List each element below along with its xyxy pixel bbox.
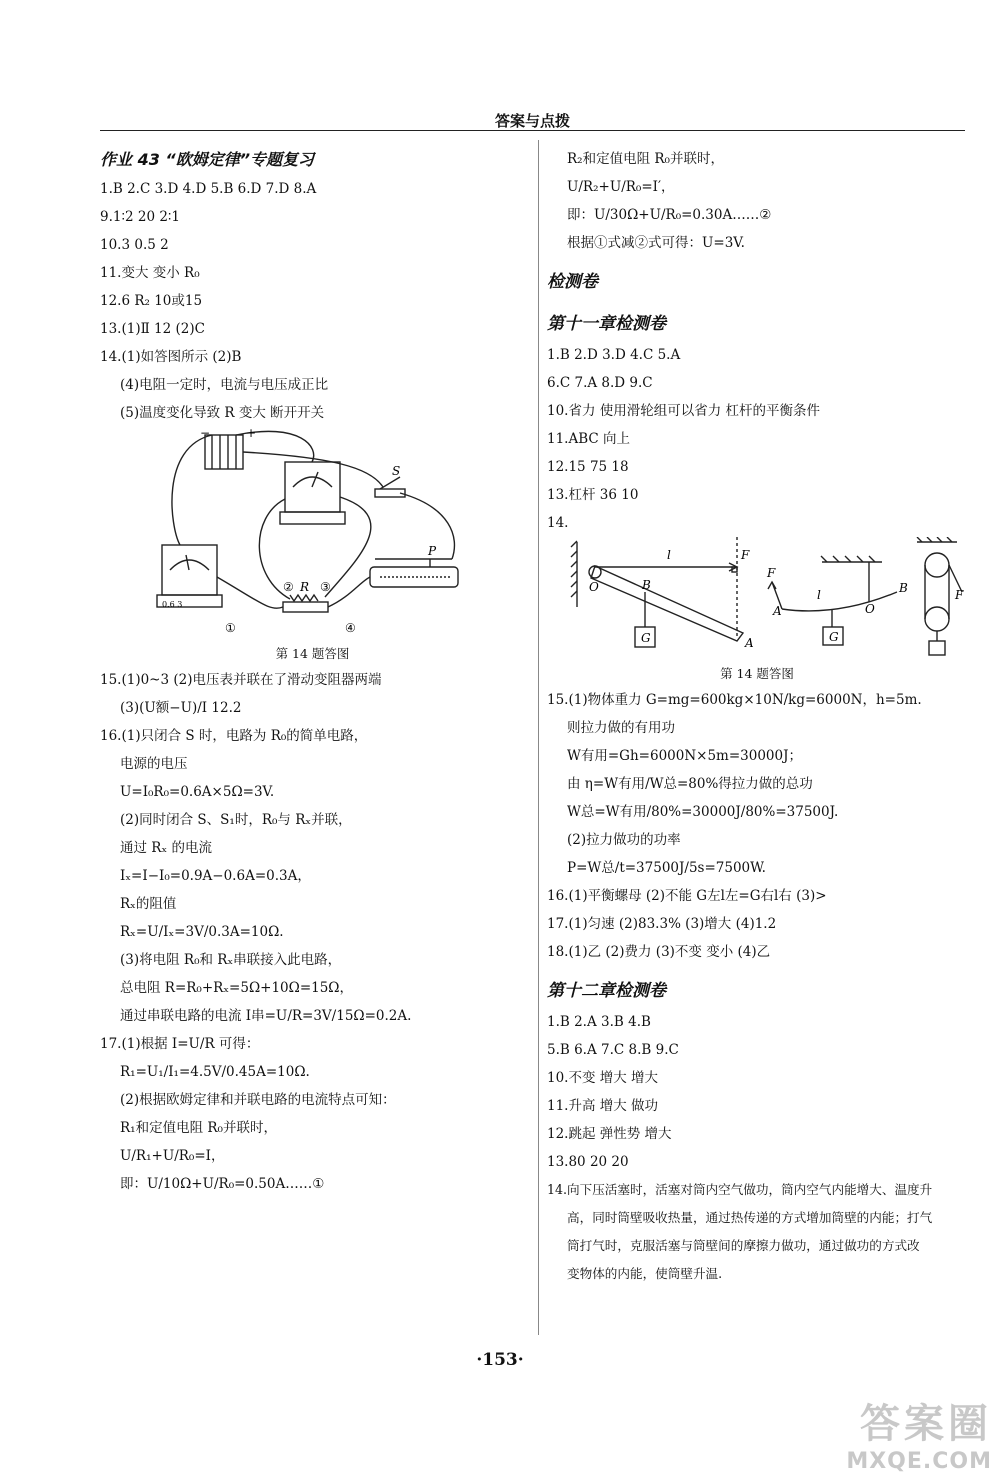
answer-line: 17.(1)匀速 (2)83.3% (3)增大 (4)1.2 — [547, 916, 777, 932]
answer-line: Iₓ=I−I₀=0.9A−0.6A=0.3A， — [120, 868, 311, 884]
answer-line: 1.B 2.D 3.D 4.C 5.A — [547, 347, 681, 363]
answer-line: 13.(1)Ⅱ 12 (2)C — [100, 321, 205, 337]
lever-pulley-figure — [547, 537, 967, 662]
terminal-2-label: ② — [283, 580, 294, 594]
left-column — [100, 145, 525, 1198]
answer-line: 即：U/30Ω+U/R₀=0.30A……② — [567, 207, 772, 223]
answer-line: 12.跳起 弹性势 增大 — [547, 1126, 672, 1142]
answer-line: (5)温度变化导致 R 变大 断开开关 — [120, 405, 325, 421]
watermark-line-1: 答案圈 — [860, 1401, 992, 1447]
answer-line: 15.(1)0~3 (2)电压表并联在了滑动变阻器两端 — [100, 672, 382, 688]
ammeter-range-label: 0.6 3 — [162, 600, 183, 609]
answer-line: 12.6 R₂ 10或15 — [100, 293, 203, 309]
answer-line: 18.(1)乙 (2)费力 (3)不变 变小 (4)乙 — [547, 944, 771, 960]
point-a-label: A — [745, 636, 754, 650]
answer-line: 筒打气时，克服活塞与筒壁间的摩擦力做功，通过做功的方式改 — [567, 1238, 920, 1253]
answer-line: 14.(1)如答图所示 (2)B — [100, 349, 242, 365]
answer-line: 则拉力做的有用功 — [567, 720, 675, 736]
page-number: ·153· — [476, 1350, 524, 1370]
answer-line: U=I₀R₀=0.6A×5Ω=3V. — [120, 784, 275, 800]
answer-line: 即：U/10Ω+U/R₀=0.50A……① — [120, 1176, 325, 1192]
slider-label: P — [428, 544, 437, 558]
answer-line: (2)同时闭合 S、S₁时，R₀与 Rₓ并联， — [120, 812, 352, 828]
terminal-1-label: ① — [225, 621, 236, 635]
figure-caption: 第 14 题答图 — [720, 666, 794, 681]
answer-line: Rₓ=U/Iₓ=3V/0.3A=10Ω. — [120, 924, 284, 940]
answer-line: 15.(1)物体重力 G=mg=600kg×10N/kg=6000N，h=5m. — [547, 692, 922, 708]
answer-line: W有用=Gh=6000N×5m=30000J； — [567, 748, 803, 764]
answer-line: 高，同时筒壁吸收热量，通过热传递的方式增加筒壁的内能；打气 — [567, 1210, 933, 1225]
answer-line: 11.ABC 向上 — [547, 431, 631, 447]
answer-line: (3)将电阻 R₀和 Rₓ串联接入此电路， — [120, 952, 342, 968]
answer-line: P=W总/t=37500J/5s=7500W. — [567, 860, 766, 876]
answer-line: 16.(1)只闭合 S 时，电路为 R₀的简单电路， — [100, 728, 368, 744]
answer-line: 10.3 0.5 2 — [100, 237, 169, 253]
answer-line: (2)根据欧姆定律和并联电路的电流特点可知： — [120, 1092, 396, 1108]
answer-line: 12.15 75 18 — [547, 459, 629, 475]
answer-line: 16.(1)平衡螺母 (2)不能 G左l左=G右l右 (3)> — [547, 888, 827, 904]
answer-line: 1.B 2.C 3.D 4.D 5.B 6.D 7.D 8.A — [100, 181, 317, 197]
terminal-4-label: ④ — [345, 621, 356, 635]
answer-line: 11.升高 增大 做功 — [547, 1098, 659, 1114]
answer-line: 电源的电压 — [120, 756, 188, 772]
answer-line: 变物体的内能，使筒壁升温. — [567, 1266, 723, 1281]
force-label: F — [741, 548, 750, 562]
chapter-heading: 第十二章检测卷 — [547, 981, 666, 1001]
force-label: F — [767, 566, 776, 580]
answer-line: R₁和定值电阻 R₀并联时， — [120, 1120, 277, 1136]
point-a-label: A — [773, 604, 782, 618]
arm-label: l — [667, 548, 671, 562]
answer-line: 9.1∶2 20 2∶1 — [100, 209, 181, 225]
switch-label: S — [392, 464, 401, 478]
answer-line: 14. — [547, 515, 569, 531]
answer-line: 根据①式减②式可得：U=3V. — [567, 235, 745, 251]
point-b-label: B — [642, 578, 651, 592]
resistor-label: R — [300, 580, 310, 594]
pivot-label: O — [865, 602, 875, 616]
answer-line: 17.(1)根据 I=U/R 可得： — [100, 1036, 260, 1052]
answer-line: (3)(U额−U)/I 12.2 — [120, 700, 242, 716]
answer-line: R₂和定值电阻 R₀并联时， — [567, 151, 724, 167]
figure-caption: 第 14 题答图 — [275, 646, 350, 661]
header-rule — [100, 130, 965, 131]
answer-line: Rₓ的阻值 — [120, 896, 177, 912]
section-heading: 检测卷 — [547, 272, 598, 292]
pivot-label: O — [589, 580, 599, 594]
answer-line: 14.向下压活塞时，活塞对筒内空气做功，筒内空气内能增大、温度升 — [547, 1182, 933, 1197]
answer-line: 1.B 2.A 3.B 4.B — [547, 1014, 651, 1030]
column-divider — [538, 140, 539, 1335]
answer-line: U/R₁+U/R₀=I， — [120, 1148, 225, 1164]
answer-line: 11.变大 变小 R₀ — [100, 265, 200, 281]
plus-label: + — [246, 427, 257, 440]
answer-line: 13.80 20 20 — [547, 1154, 629, 1170]
answer-line: 通过 Rₓ 的电流 — [120, 840, 212, 856]
page-header: 答案与点拨 — [494, 112, 570, 130]
answer-line: 总电阻 R=R₀+Rₓ=5Ω+10Ω=15Ω， — [120, 980, 354, 996]
watermark-logo — [846, 1392, 992, 1474]
point-b-label: B — [899, 581, 908, 595]
answer-line: 10.省力 使用滑轮组可以省力 杠杆的平衡条件 — [547, 403, 821, 419]
watermark-line-2: MXQE.COM — [846, 1449, 992, 1474]
weight-label: G — [829, 630, 839, 644]
answer-line: (4)电阻一定时，电流与电压成正比 — [120, 377, 329, 393]
answer-line: 13.杠杆 36 10 — [547, 487, 639, 503]
section-title: 作业 43 “欧姆定律”专题复习 — [100, 150, 315, 169]
weight-label: G — [641, 631, 651, 645]
answer-line: 由 η=W有用/W总=80%得拉力做的总功 — [567, 776, 813, 792]
answer-line: 6.C 7.A 8.D 9.C — [547, 375, 653, 391]
circuit-figure — [100, 427, 525, 642]
answer-line: R₁=U₁/I₁=4.5V/0.45A=10Ω. — [120, 1064, 310, 1080]
terminal-3-label: ③ — [320, 580, 331, 594]
answer-line: 5.B 6.A 7.C 8.B 9.C — [547, 1042, 679, 1058]
right-column — [547, 145, 967, 1288]
minus-label: − — [200, 427, 211, 440]
chapter-heading: 第十一章检测卷 — [547, 314, 666, 334]
arm-label: l — [817, 588, 821, 602]
force-label: F — [955, 588, 964, 602]
answer-line: U/R₂+U/R₀=I′， — [567, 179, 675, 195]
answer-line: 10.不变 增大 增大 — [547, 1070, 659, 1086]
answer-line: 通过串联电路的电流 I串=U/R=3V/15Ω=0.2A. — [120, 1008, 412, 1024]
answer-line: (2)拉力做功的功率 — [567, 832, 681, 848]
answer-line: W总=W有用/80%=30000J/80%=37500J. — [567, 804, 839, 820]
